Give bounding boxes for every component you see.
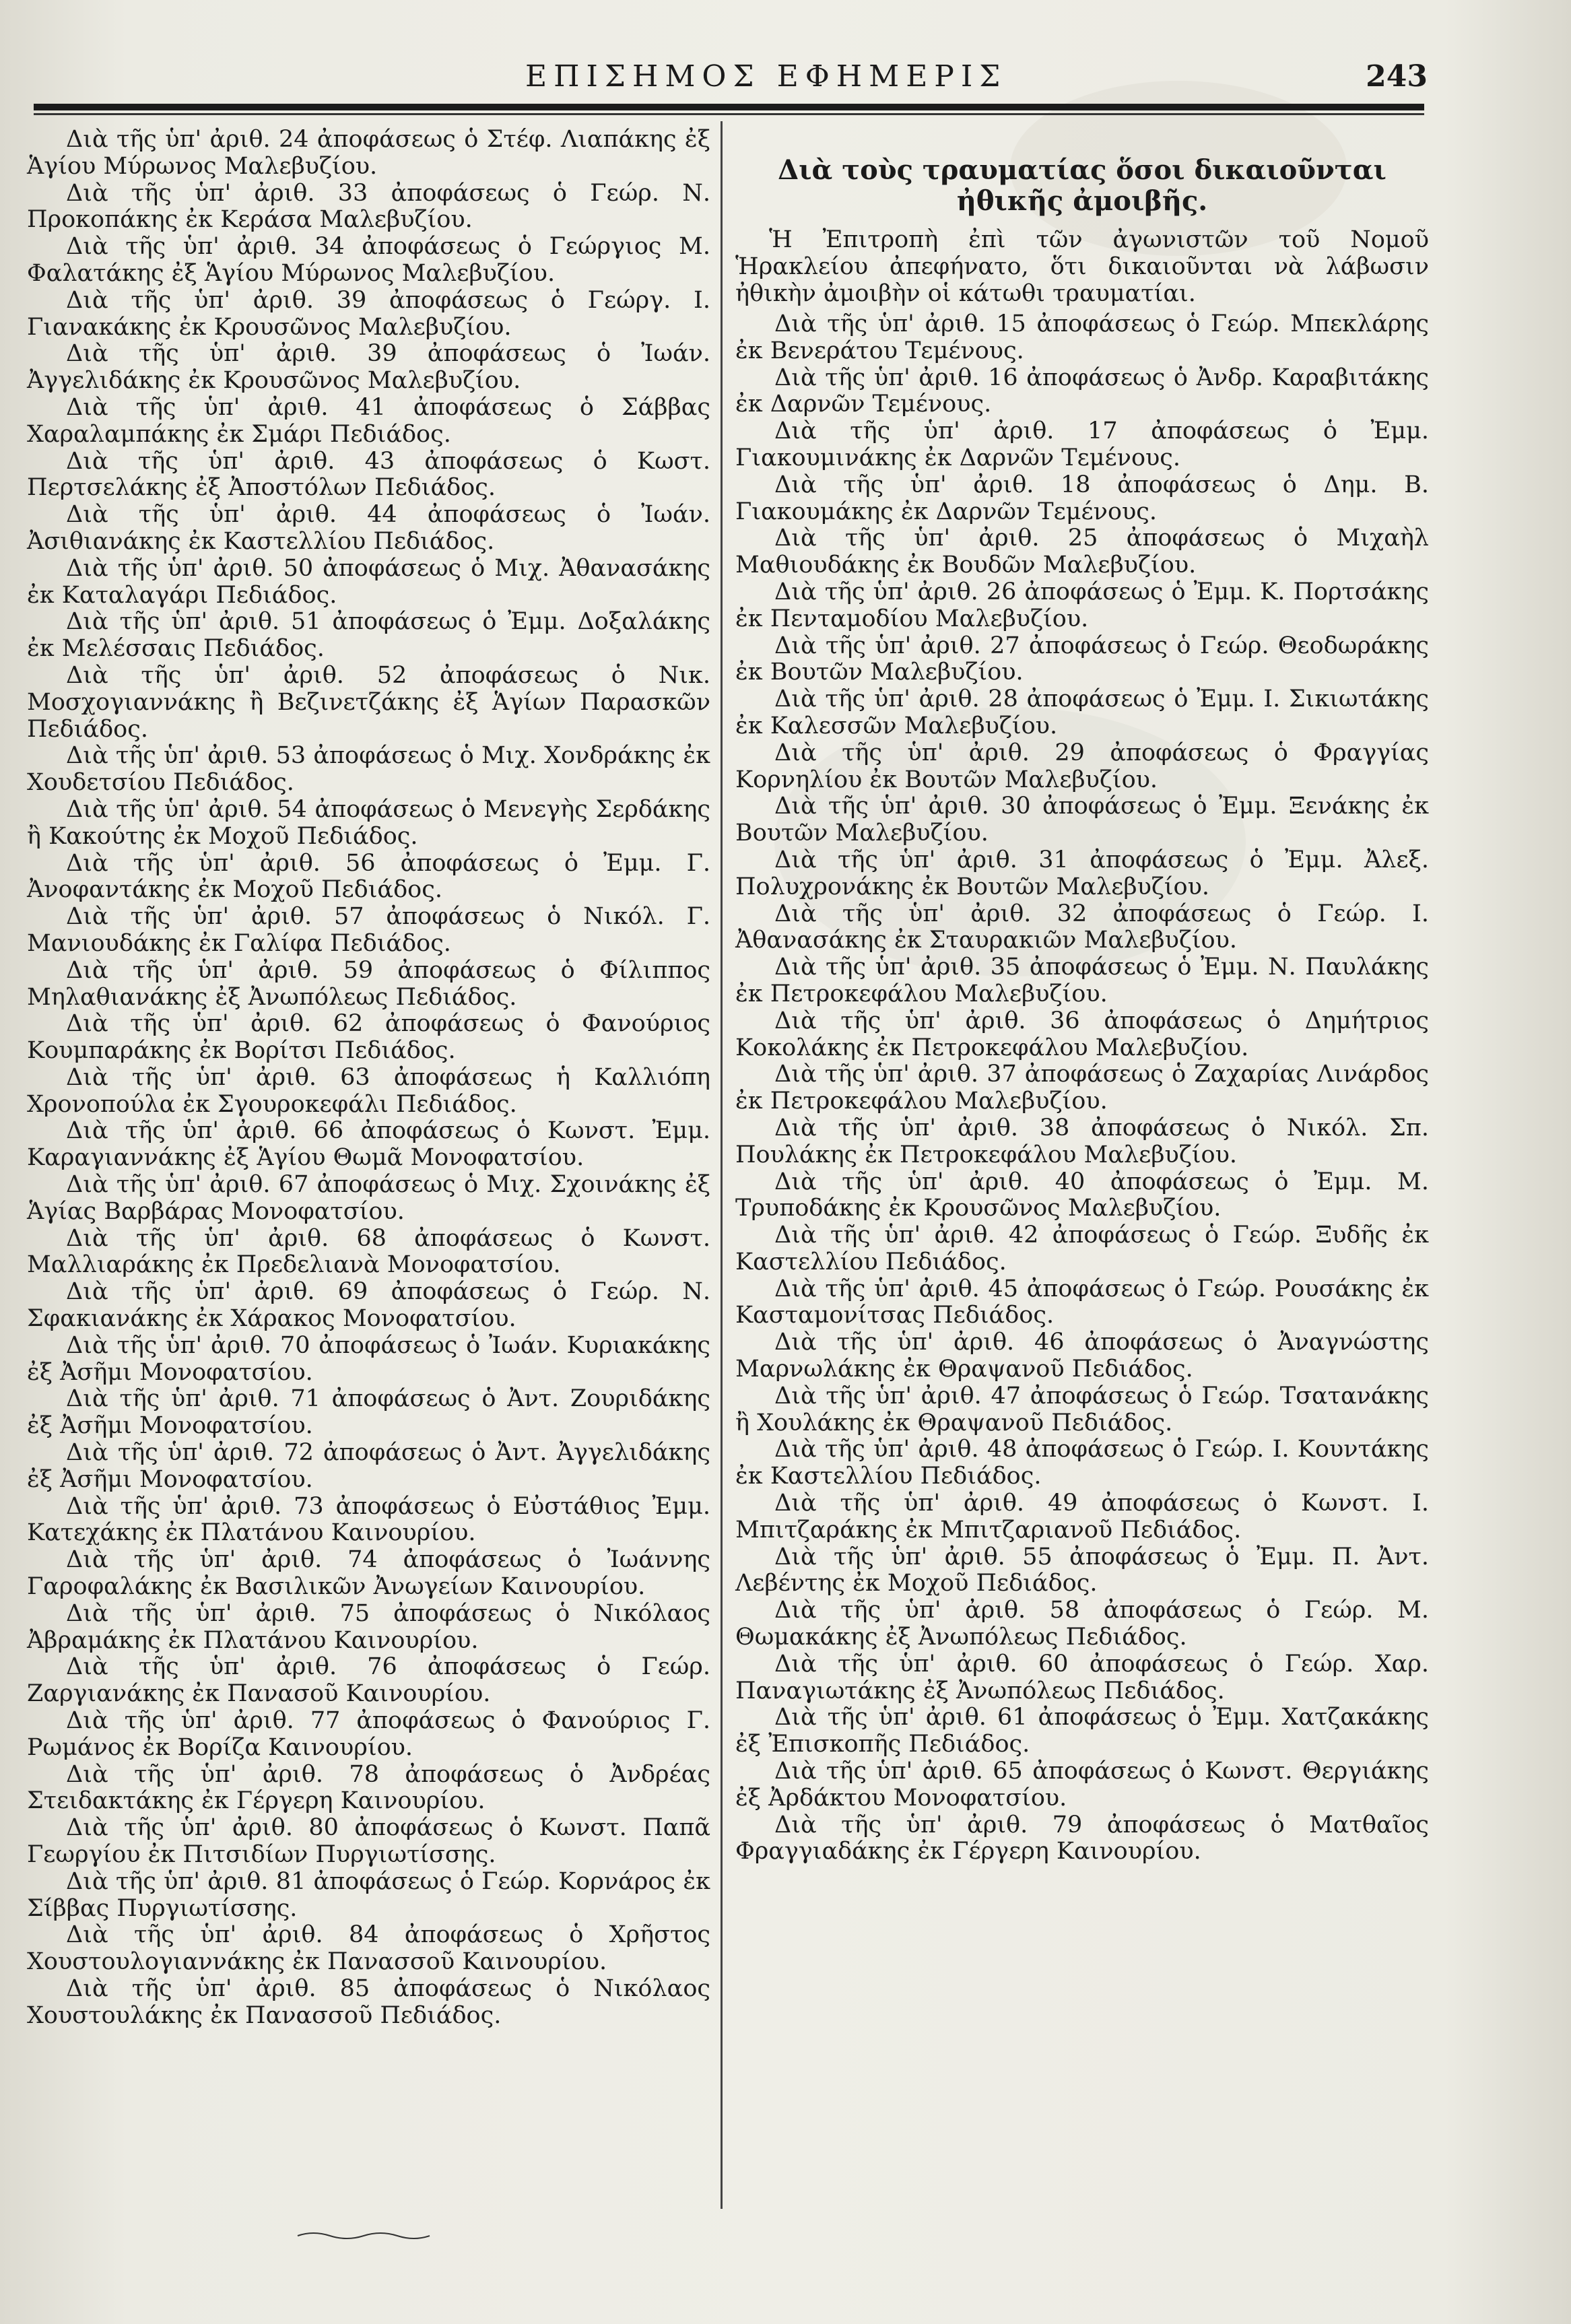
- decision-entry: Διὰ τῆς ὑπ' ἀριθ. 77 ἀποφάσεως ὁ Φανούριος Γ. Ρωμάνος ἐκ Βορίζα Καινουρίου.: [27, 1707, 710, 1761]
- decision-entry: Διὰ τῆς ὑπ' ἀριθ. 78 ἀποφάσεως ὁ Ἀνδρέας Στειδακτάκης ἐκ Γέργερη Καινουρίου.: [27, 1760, 710, 1815]
- gazette-title: ΕΠΙΣΗΜΟΣ ΕΦΗΜΕΡΙΣ: [525, 59, 1007, 94]
- right-column: [735, 155, 1429, 1865]
- decision-entry: Διὰ τῆς ὑπ' ἀριθ. 18 ἀποφάσεως ὁ Δημ. Β. Γιακουμάκης ἐκ Δαρνῶν Τεμένους.: [735, 471, 1429, 525]
- decision-entry: Διὰ τῆς ὑπ' ἀριθ. 52 ἀποφάσεως ὁ Νικ. Μοσχογιαννάκης ἢ Βεζινετζάκης ἐξ Ἁγίων Παρασκῶν Πεδιάδος.: [27, 661, 710, 743]
- decision-entry: Διὰ τῆς ὑπ' ἀριθ. 80 ἀποφάσεως ὁ Κωνστ. Παπᾶ Γεωργίου ἐκ Πιτσιδίων Πυργιωτίσσης.: [27, 1814, 710, 1868]
- decision-entry: Διὰ τῆς ὑπ' ἀριθ. 36 ἀποφάσεως ὁ Δημήτριος Κοκολάκης ἐκ Πετροκεφάλου Μαλεβυζίου.: [735, 1007, 1429, 1061]
- decision-entry: Διὰ τῆς ὑπ' ἀριθ. 57 ἀποφάσεως ὁ Νικόλ. Γ. Μανιουδάκης ἐκ Γαλίφα Πεδιάδος.: [27, 903, 710, 957]
- decision-entry: Διὰ τῆς ὑπ' ἀριθ. 59 ἀποφάσεως ὁ Φίλιππος Μηλαθιανάκης ἐξ Ἀνωπόλεως Πεδιάδος.: [27, 956, 710, 1011]
- decision-entry: Διὰ τῆς ὑπ' ἀριθ. 38 ἀποφάσεως ὁ Νικόλ. Σπ. Πουλάκης ἐκ Πετροκεφάλου Μαλεβυζίου.: [735, 1114, 1429, 1168]
- decision-entry: Διὰ τῆς ὑπ' ἀριθ. 73 ἀποφάσεως ὁ Εὐστάθιος Ἐμμ. Κατεχάκης ἐκ Πλατάνου Καινουρίου.: [27, 1492, 710, 1547]
- decision-entry: Διὰ τῆς ὑπ' ἀριθ. 68 ἀποφάσεως ὁ Κωνστ. Μαλλιαράκης ἐκ Πρεδελιανὰ Μονοφατσίου.: [27, 1224, 710, 1279]
- decision-entry: Διὰ τῆς ὑπ' ἀριθ. 58 ἀποφάσεως ὁ Γεώρ. Μ. Θωμακάκης ἐξ Ἀνωπόλεως Πεδιάδος.: [735, 1597, 1429, 1651]
- decision-entry: Διὰ τῆς ὑπ' ἀριθ. 56 ἀποφάσεως ὁ Ἐμμ. Γ. Ἀνοφαντάκης ἐκ Μοχοῦ Πεδιάδος.: [27, 849, 710, 904]
- decision-entry: Διὰ τῆς ὑπ' ἀριθ. 27 ἀποφάσεως ὁ Γεώρ. Θεοδωράκης ἐκ Βουτῶν Μαλεβυζίου.: [735, 632, 1429, 686]
- decision-entry: Διὰ τῆς ὑπ' ἀριθ. 48 ἀποφάσεως ὁ Γεώρ. Ι. Κουντάκης ἐκ Καστελλίου Πεδιάδος.: [735, 1436, 1429, 1490]
- decision-entry: Διὰ τῆς ὑπ' ἀριθ. 34 ἀποφάσεως ὁ Γεώργιος Μ. Φαλατάκης ἐξ Ἁγίου Μύρωνος Μαλεβυζίου.: [27, 233, 710, 287]
- decision-entry: Διὰ τῆς ὑπ' ἀριθ. 43 ἀποφάσεως ὁ Κωστ. Περτσελάκης ἐξ Ἀποστόλων Πεδιάδος.: [27, 447, 710, 502]
- decision-entry: Διὰ τῆς ὑπ' ἀριθ. 47 ἀποφάσεως ὁ Γεώρ. Τσατανάκης ἢ Χουλάκης ἐκ Θραψανοῦ Πεδιάδος.: [735, 1382, 1429, 1436]
- page-number: 243: [1366, 59, 1428, 94]
- decision-entry: Διὰ τῆς ὑπ' ἀριθ. 46 ἀποφάσεως ὁ Ἀναγνώστης Μαρνωλάκης ἐκ Θραψανοῦ Πεδιάδος.: [735, 1329, 1429, 1383]
- decision-entry: Διὰ τῆς ὑπ' ἀριθ. 44 ἀποφάσεως ὁ Ἰωάν. Ἀσιθιανάκης ἐκ Καστελλίου Πεδιάδος.: [27, 501, 710, 555]
- decision-entry: Διὰ τῆς ὑπ' ἀριθ. 72 ἀποφάσεως ὁ Ἀντ. Ἀγγελιδάκης ἐξ Ἀσῆμι Μονοφατσίου.: [27, 1439, 710, 1493]
- decision-entry: Διὰ τῆς ὑπ' ἀριθ. 17 ἀποφάσεως ὁ Ἐμμ. Γιακουμινάκης ἐκ Δαρνῶν Τεμένους.: [735, 418, 1429, 471]
- decision-entry: Διὰ τῆς ὑπ' ἀριθ. 33 ἀποφάσεως ὁ Γεώρ. Ν. Προκοπάκης ἐκ Κεράσα Μαλεβυζίου.: [27, 179, 710, 234]
- decision-entry: Διὰ τῆς ὑπ' ἀριθ. 81 ἀποφάσεως ὁ Γεώρ. Κορνάρος ἐκ Σίββας Πυργιωτίσσης.: [27, 1867, 710, 1922]
- decision-entry: Διὰ τῆς ὑπ' ἀριθ. 85 ἀποφάσεως ὁ Νικόλαος Χουστουλάκης ἐκ Πανασσοῦ Πεδιάδος.: [27, 1974, 710, 2029]
- decision-entry: Διὰ τῆς ὑπ' ἀριθ. 31 ἀποφάσεως ὁ Ἐμμ. Ἀλεξ. Πολυχρονάκης ἐκ Βουτῶν Μαλεβυζίου.: [735, 846, 1429, 900]
- decision-entry: Διὰ τῆς ὑπ' ἀριθ. 42 ἀποφάσεως ὁ Γεώρ. Ξυδῆς ἐκ Καστελλίου Πεδιάδος.: [735, 1222, 1429, 1275]
- header-rule: [34, 104, 1424, 110]
- decision-entry: Διὰ τῆς ὑπ' ἀριθ. 69 ἀποφάσεως ὁ Γεώρ. Ν. Σφακιανάκης ἐκ Χάρακος Μονοφατσίου.: [27, 1278, 710, 1333]
- left-column: [27, 127, 710, 2030]
- decision-entry: Διὰ τῆς ὑπ' ἀριθ. 28 ἀποφάσεως ὁ Ἐμμ. Ι. Σικιωτάκης ἐκ Καλεσσῶν Μαλεβυζίου.: [735, 686, 1429, 739]
- closing-flourish: [296, 2230, 431, 2240]
- header-rule-thin: [34, 113, 1424, 115]
- decision-entry: Διὰ τῆς ὑπ' ἀριθ. 25 ἀποφάσεως ὁ Μιχαὴλ Μαθιουδάκης ἐκ Βουδῶν Μαλεβυζίου.: [735, 525, 1429, 579]
- decision-entry: Διὰ τῆς ὑπ' ἀριθ. 79 ἀποφάσεως ὁ Ματθαῖος Φραγγιαδάκης ἐκ Γέργερη Καινουρίου.: [735, 1811, 1429, 1865]
- decision-entry: Διὰ τῆς ὑπ' ἀριθ. 24 ἀποφάσεως ὁ Στέφ. Λιαπάκης ἐξ Ἁγίου Μύρωνος Μαλεβυζίου.: [27, 126, 710, 180]
- page-header: [27, 59, 1428, 100]
- decision-entry: Διὰ τῆς ὑπ' ἀριθ. 49 ἀποφάσεως ὁ Κωνστ. Ι. Μπιτζαράκης ἐκ Μπιτζαριανοῦ Πεδιάδος.: [735, 1490, 1429, 1543]
- section-heading-line1: Διὰ τοὺς τραυματίας ὅσοι δικαιοῦνται: [778, 154, 1386, 186]
- decision-entry: Διὰ τῆς ὑπ' ἀριθ. 65 ἀποφάσεως ὁ Κωνστ. Θεργιάκης ἐξ Ἀρδάκτου Μονοφατσίου.: [735, 1758, 1429, 1812]
- decision-entry: Διὰ τῆς ὑπ' ἀριθ. 67 ἀποφάσεως ὁ Μιχ. Σχοινάκης ἐξ Ἁγίας Βαρβάρας Μονοφατσίου.: [27, 1171, 710, 1225]
- decision-entry: Διὰ τῆς ὑπ' ἀριθ. 50 ἀποφάσεως ὁ Μιχ. Ἀθανασάκης ἐκ Καταλαγάρι Πεδιάδος.: [27, 554, 710, 609]
- decision-entry: Διὰ τῆς ὑπ' ἀριθ. 71 ἀποφάσεως ὁ Ἀντ. Ζουριδάκης ἐξ Ἀσῆμι Μονοφατσίου.: [27, 1385, 710, 1440]
- decision-entry: Διὰ τῆς ὑπ' ἀριθ. 32 ἀποφάσεως ὁ Γεώρ. Ι. Ἀθανασάκης ἐκ Σταυρακιῶν Μαλεβυζίου.: [735, 900, 1429, 954]
- decision-entry: Διὰ τῆς ὑπ' ἀριθ. 16 ἀποφάσεως ὁ Ἀνδρ. Καραβιτάκης ἐκ Δαρνῶν Τεμένους.: [735, 364, 1429, 418]
- decision-entry: Διὰ τῆς ὑπ' ἀριθ. 39 ἀποφάσεως ὁ Γεώργ. Ι. Γιανακάκης ἐκ Κρουσῶνος Μαλεβυζίου.: [27, 286, 710, 341]
- decision-entry: Διὰ τῆς ὑπ' ἀριθ. 76 ἀποφάσεως ὁ Γεώρ. Ζαργιανάκης ἐκ Πανασοῦ Καινουρίου.: [27, 1653, 710, 1708]
- decision-entry: Διὰ τῆς ὑπ' ἀριθ. 39 ἀποφάσεως ὁ Ἰωάν. Ἀγγελιδάκης ἐκ Κρουσῶνος Μαλεβυζίου.: [27, 340, 710, 395]
- decision-entry: Διὰ τῆς ὑπ' ἀριθ. 61 ἀποφάσεως ὁ Ἐμμ. Χατζακάκης ἐξ Ἐπισκοπῆς Πεδιάδος.: [735, 1704, 1429, 1758]
- decision-entry: Διὰ τῆς ὑπ' ἀριθ. 75 ἀποφάσεως ὁ Νικόλαος Ἀβραμάκης ἐκ Πλατάνου Καινουρίου.: [27, 1599, 710, 1654]
- decision-entry: Διὰ τῆς ὑπ' ἀριθ. 37 ἀποφάσεως ὁ Ζαχαρίας Λινάρδος ἐκ Πετροκεφάλου Μαλεβυζίου.: [735, 1061, 1429, 1115]
- decision-entry: Διὰ τῆς ὑπ' ἀριθ. 30 ἀποφάσεως ὁ Ἐμμ. Ξενάκης ἐκ Βουτῶν Μαλεβυζίου.: [735, 793, 1429, 847]
- intro-paragraph: Ἡ Ἐπιτροπὴ ἐπὶ τῶν ἀγωνιστῶν τοῦ Νομοῦ Ἡρακλείου ἀπεφήνατο, ὅτι δικαιοῦνται νὰ λάβωσιν ἠθικὴν ἀμοιβὴν οἱ κάτωθι τραυματίαι.: [735, 226, 1429, 307]
- section-heading: [735, 155, 1429, 217]
- decision-entry: Διὰ τῆς ὑπ' ἀριθ. 29 ἀποφάσεως ὁ Φραγγίας Κορνηλίου ἐκ Βουτῶν Μαλεβυζίου.: [735, 739, 1429, 793]
- decision-entry: Διὰ τῆς ὑπ' ἀριθ. 54 ἀποφάσεως ὁ Μενεγὴς Σερδάκης ἢ Κακούτης ἐκ Μοχοῦ Πεδιάδος.: [27, 795, 710, 850]
- decision-entry: Διὰ τῆς ὑπ' ἀριθ. 40 ἀποφάσεως ὁ Ἐμμ. Μ. Τρυποδάκης ἐκ Κρουσῶνος Μαλεβυζίου.: [735, 1168, 1429, 1222]
- decision-entry: Διὰ τῆς ὑπ' ἀριθ. 63 ἀποφάσεως ἡ Καλλιόπη Χρονοπούλα ἐκ Σγουροκεφάλι Πεδιάδος.: [27, 1063, 710, 1118]
- decision-entry: Διὰ τῆς ὑπ' ἀριθ. 55 ἀποφάσεως ὁ Ἐμμ. Π. Ἀντ. Λεβέντης ἐκ Μοχοῦ Πεδιάδος.: [735, 1543, 1429, 1597]
- decision-entry: Διὰ τῆς ὑπ' ἀριθ. 51 ἀποφάσεως ὁ Ἐμμ. Δοξαλάκης ἐκ Μελέσσαις Πεδιάδος.: [27, 608, 710, 663]
- column-divider: [721, 121, 723, 2209]
- right-entries: [735, 311, 1429, 1865]
- decision-entry: Διὰ τῆς ὑπ' ἀριθ. 45 ἀποφάσεως ὁ Γεώρ. Ρουσάκης ἐκ Κασταμονίτσας Πεδιάδος.: [735, 1275, 1429, 1329]
- decision-entry: Διὰ τῆς ὑπ' ἀριθ. 41 ἀποφάσεως ὁ Σάββας Χαραλαμπάκης ἐκ Σμάρι Πεδιάδος.: [27, 393, 710, 448]
- decision-entry: Διὰ τῆς ὑπ' ἀριθ. 60 ἀποφάσεως ὁ Γεώρ. Χαρ. Παναγιωτάκης ἐξ Ἀνωπόλεως Πεδιάδος.: [735, 1650, 1429, 1704]
- section-heading-line2: ἠθικῆς ἀμοιβῆς.: [956, 185, 1208, 217]
- decision-entry: Διὰ τῆς ὑπ' ἀριθ. 70 ἀποφάσεως ὁ Ἰωάν. Κυριακάκης ἐξ Ἀσῆμι Μονοφατσίου.: [27, 1331, 710, 1386]
- decision-entry: Διὰ τῆς ὑπ' ἀριθ. 74 ἀποφάσεως ὁ Ἰωάννης Γαροφαλάκης ἐκ Βασιλικῶν Ἀνωγείων Καινουρίου.: [27, 1546, 710, 1601]
- decision-entry: Διὰ τῆς ὑπ' ἀριθ. 15 ἀποφάσεως ὁ Γεώρ. Μπεκλάρης ἐκ Βενεράτου Τεμένους.: [735, 310, 1429, 364]
- decision-entry: Διὰ τῆς ὑπ' ἀριθ. 62 ἀποφάσεως ὁ Φανούριος Κουμπαράκης ἐκ Βορίτσι Πεδιάδος.: [27, 1010, 710, 1065]
- decision-entry: Διὰ τῆς ὑπ' ἀριθ. 53 ἀποφάσεως ὁ Μιχ. Χονδράκης ἐκ Χουδετσίου Πεδιάδος.: [27, 742, 710, 797]
- decision-entry: Διὰ τῆς ὑπ' ἀριθ. 35 ἀποφάσεως ὁ Ἐμμ. Ν. Παυλάκης ἐκ Πετροκεφάλου Μαλεβυζίου.: [735, 954, 1429, 1007]
- decision-entry: Διὰ τῆς ὑπ' ἀριθ. 84 ἀποφάσεως ὁ Χρῆστος Χουστουλογιαννάκης ἐκ Πανασσοῦ Καινουρίου.: [27, 1921, 710, 1976]
- decision-entry: Διὰ τῆς ὑπ' ἀριθ. 66 ἀποφάσεως ὁ Κωνστ. Ἐμμ. Καραγιαννάκης ἐξ Ἁγίου Θωμᾶ Μονοφατσίου.: [27, 1117, 710, 1172]
- decision-entry: Διὰ τῆς ὑπ' ἀριθ. 26 ἀποφάσεως ὁ Ἐμμ. Κ. Πορτσάκης ἐκ Πενταμοδίου Μαλεβυζίου.: [735, 578, 1429, 632]
